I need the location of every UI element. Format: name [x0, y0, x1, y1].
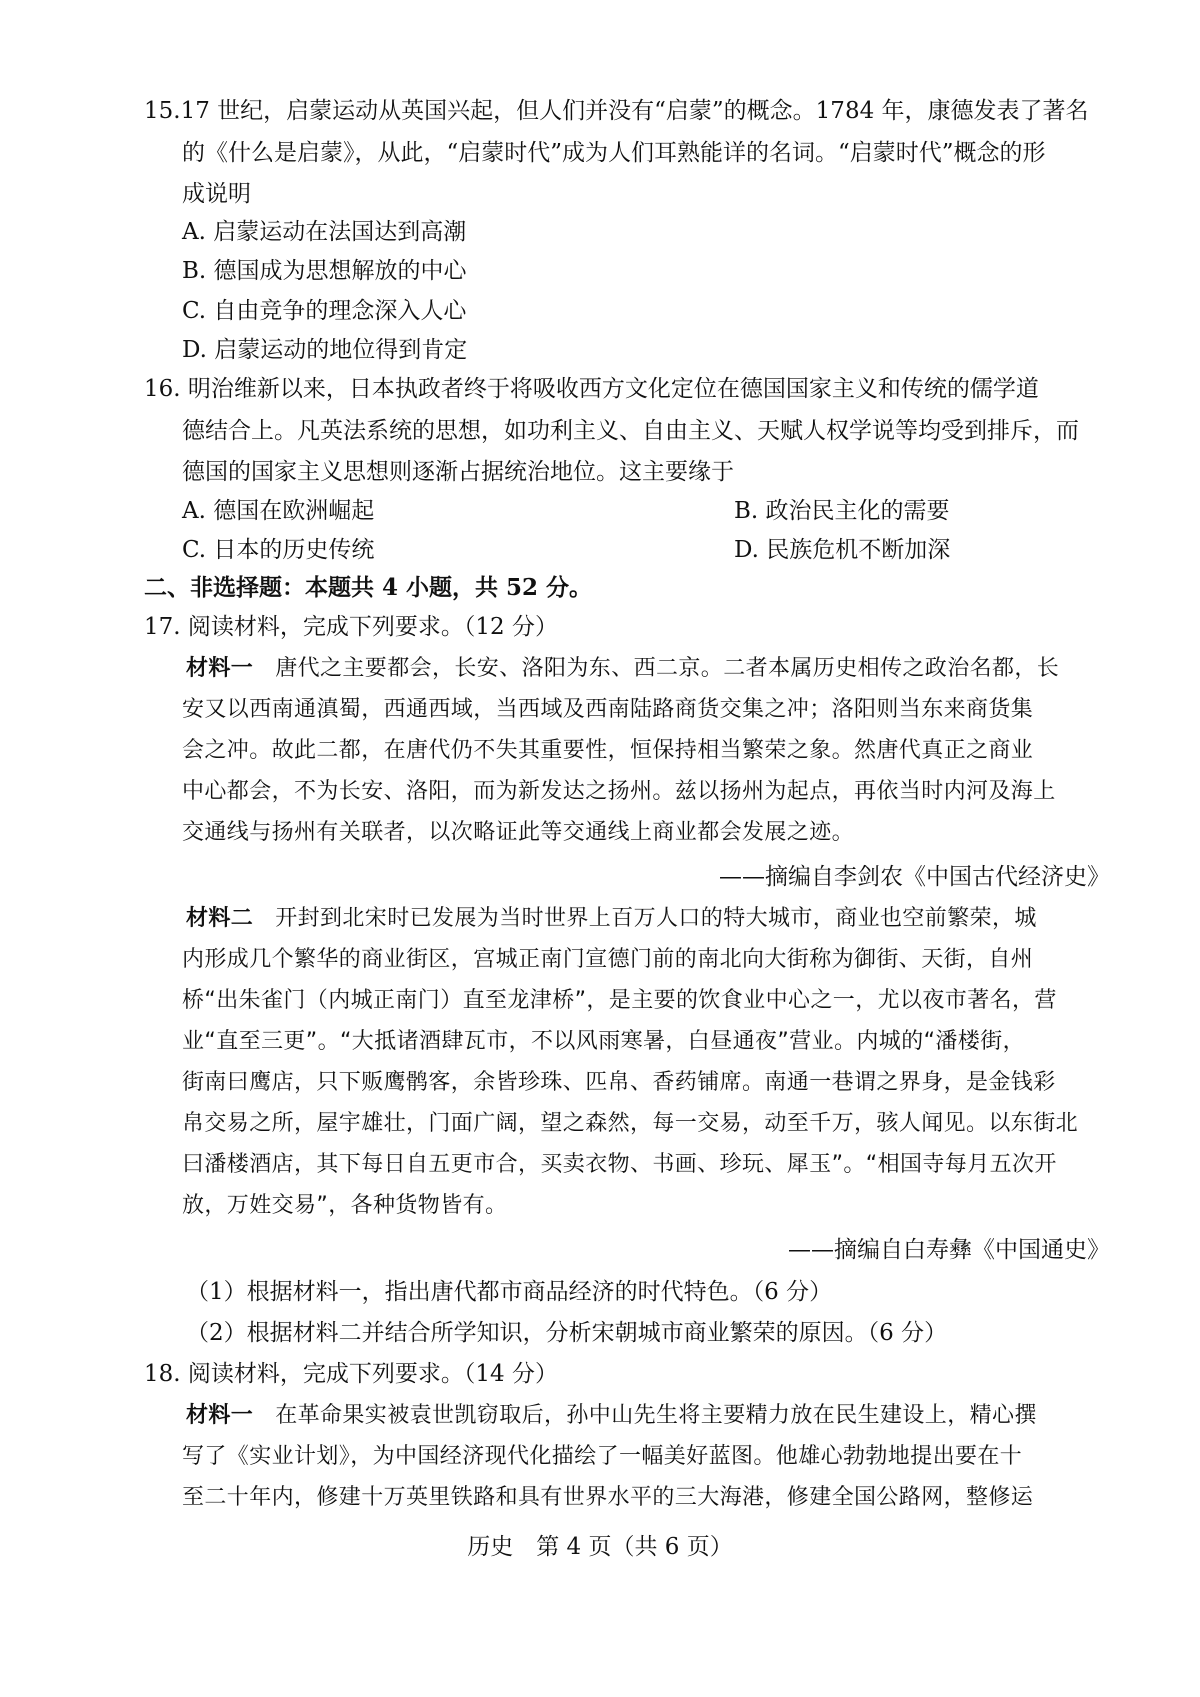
- q17-subquestion-1: （1）根据材料一，指出唐代都市商品经济的时代特色。（6 分）: [186, 1279, 833, 1305]
- q18-material-1-line-1: [0, 1399, 1200, 1433]
- page-footer: 历史 第 4 页（共 6 页）: [467, 1534, 733, 1560]
- q16-options-row-1: [0, 494, 1200, 528]
- q17-material-1-line-4: 中心都会，不为长安、洛阳，而为新发达之扬州。兹以扬州为起点，再依当时内河及海上: [182, 779, 1056, 804]
- q15-option-c: C. 自由竞争的理念深入人心: [182, 298, 467, 324]
- q15-option-d: D. 启蒙运动的地位得到肯定: [182, 337, 468, 363]
- q16-stem-line-1: 16. 明治维新以来，日本执政者终于将吸收西方文化定位在德国国家主义和传统的儒学道: [144, 376, 1039, 402]
- q17-material-2-line-7: 曰潘楼酒店，其下每日自五更市合，买卖衣物、书画、珍玩、犀玉”。“相国寺每月五次开: [182, 1152, 1057, 1177]
- q16-option-c: C. 日本的历史传统: [182, 537, 375, 563]
- section-heading: 二、非选择题：本题共 4 小题，共 52 分。: [144, 574, 593, 601]
- q16-options-row-2: [0, 533, 1200, 567]
- q17-material-2-text: 开封到北宋时已发展为当时世界上百万人口的特大城市，商业也空前繁荣，城: [275, 906, 1037, 931]
- q17-material-1-line-5: 交通线与扬州有关联者，以次略证此等交通线上商业都会发展之迹。: [182, 820, 855, 845]
- q17-material-1-line-1: [0, 652, 1200, 686]
- q15-option-b: B. 德国成为思想解放的中心: [182, 258, 467, 284]
- q16-stem-line-2: 德结合上。凡英法系统的思想，如功利主义、自由主义、天赋人权学说等均受到排斥，而: [182, 418, 1079, 444]
- q17-material-1-text: 唐代之主要都会，长安、洛阳为东、西二京。二者本属历史相传之政治名都，长: [275, 656, 1060, 681]
- q15-option-a: A. 启蒙运动在法国达到高潮: [182, 219, 467, 245]
- q15-stem-line-3: 成说明: [182, 181, 251, 207]
- q17-material-1-label: 材料一: [186, 656, 254, 681]
- q17-material-2-line-3: 桥“出朱雀门（内城正南门）直至龙津桥”，是主要的饮食业中心之一，尤以夜市著名，营: [182, 988, 1057, 1013]
- q17-material-1-line-3: 会之冲。故此二都，在唐代仍不失其重要性，恒保持相当繁荣之象。然唐代真正之商业: [182, 738, 1034, 763]
- q18-title: 18. 阅读材料，完成下列要求。（14 分）: [144, 1361, 558, 1387]
- q16-option-a: A. 德国在欧洲崛起: [182, 498, 375, 524]
- q18-material-1-line-2: 写了《实业计划》，为中国经济现代化描绘了一幅美好蓝图。他雄心勃勃地提出要在十: [182, 1444, 1023, 1469]
- q17-material-2-line-2: 内形成几个繁华的商业街区，宫城正南门宣德门前的南北向大街称为御街、天街，自州: [182, 947, 1034, 972]
- q17-subquestion-2: （2）根据材料二并结合所学知识，分析宋朝城市商业繁荣的原因。（6 分）: [186, 1320, 948, 1346]
- q17-material-2-line-1: [0, 902, 1200, 936]
- q17-material-2-source: ——摘编自白寿彝《中国通史》: [788, 1237, 1110, 1263]
- q17-material-2-line-5: 街南曰鹰店，只下贩鹰鹘客，余皆珍珠、匹帛、香药铺席。南通一巷谓之界身，是金钱彩: [182, 1070, 1056, 1095]
- q15-stem-line-1: 15.17 世纪，启蒙运动从英国兴起，但人们并没有“启蒙”的概念。1784 年，康德发表了著名: [144, 98, 1089, 124]
- q18-material-1-label: 材料一: [186, 1403, 254, 1428]
- q17-material-2-line-8: 放，万姓交易”，各种货物皆有。: [182, 1193, 508, 1218]
- q17-title: 17. 阅读材料，完成下列要求。（12 分）: [144, 614, 558, 640]
- q17-material-1-source: ——摘编自李剑农《中国古代经济史》: [719, 864, 1110, 890]
- q17-material-2-label: 材料二: [186, 906, 254, 931]
- q17-material-2-line-6: 帛交易之所，屋宇雄壮，门面广阔，望之森然，每一交易，动至千万，骇人闻见。以东街北: [182, 1111, 1079, 1136]
- q17-material-2-line-4: 业“直至三更”。“大抵诸酒肆瓦市，不以风雨寒暑，白昼通夜”营业。内城的“潘楼街，: [182, 1029, 1025, 1054]
- q16-option-d: D. 民族危机不断加深: [734, 537, 951, 563]
- q15-stem-line-2: 的《什么是启蒙》，从此，“启蒙时代”成为人们耳熟能详的名词。“启蒙时代”概念的形: [182, 140, 1046, 166]
- q18-material-1-line-3: 至二十年内，修建十万英里铁路和具有世界水平的三大海港，修建全国公路网，整修运: [182, 1485, 1034, 1510]
- q16-stem-line-3: 德国的国家主义思想则逐渐占据统治地位。这主要缘于: [182, 459, 734, 485]
- q16-option-b: B. 政治民主化的需要: [734, 498, 950, 524]
- q18-material-1-text: 在革命果实被袁世凯窃取后，孙中山先生将主要精力放在民生建设上，精心撰: [275, 1403, 1037, 1428]
- q17-material-1-line-2: 安又以西南通滇蜀，西通西域，当西域及西南陆路商货交集之冲；洛阳则当东来商货集: [182, 697, 1034, 722]
